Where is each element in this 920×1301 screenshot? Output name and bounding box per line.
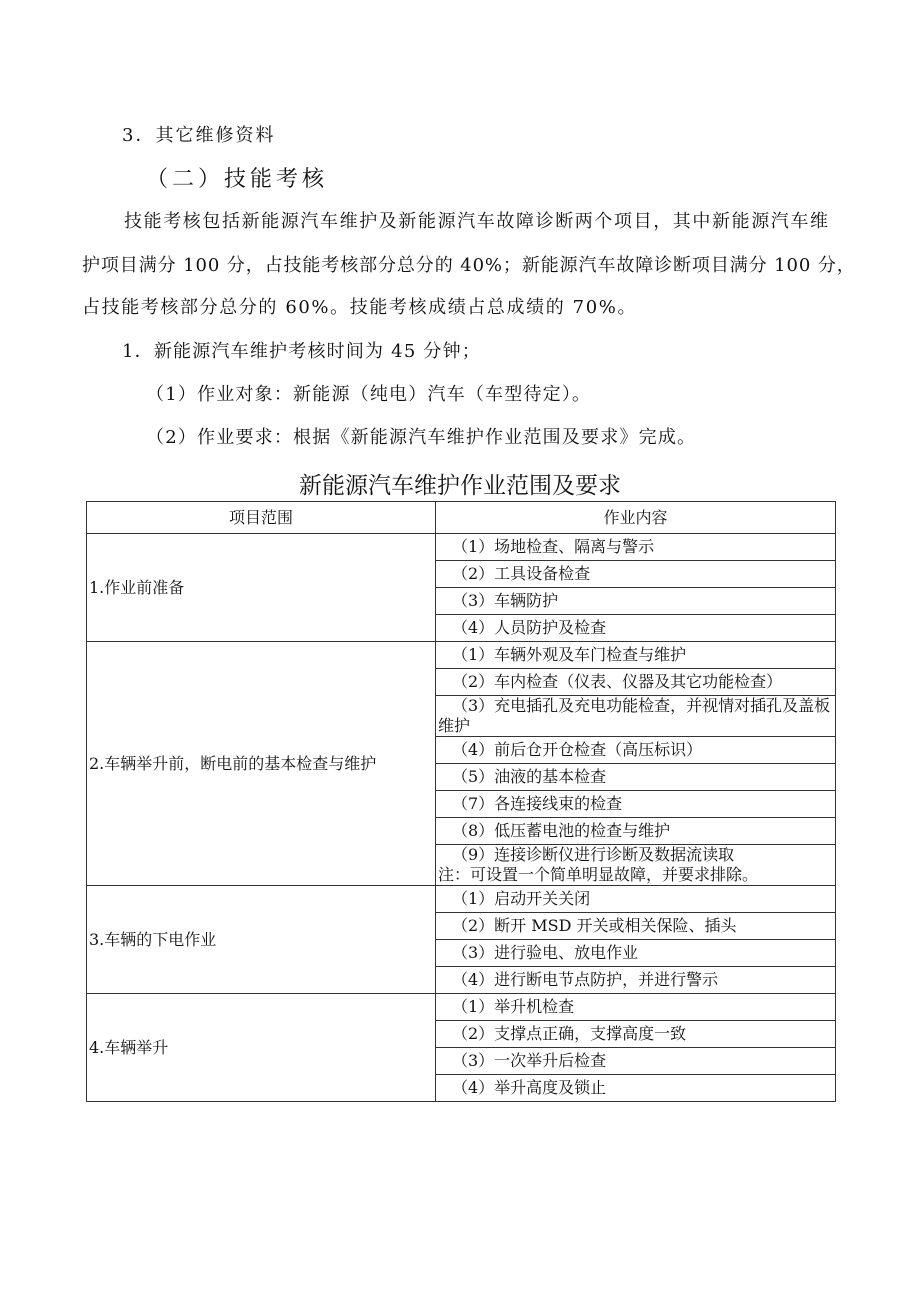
work-item: （1）车辆外观及车门检查与维护 [436, 642, 836, 669]
work-item: （2）车内检查（仪表、仪器及其它功能检查） [436, 669, 836, 696]
work-item: （5）油液的基本检查 [436, 764, 836, 791]
work-item-with-note [436, 845, 836, 886]
category-cell: 2.车辆举升前，断电前的基本检查与维护 [87, 642, 436, 886]
paragraph-line-2: 护项目满分 100 分，占技能考核部分总分的 40%；新能源汽车故障诊断项目满分 100 分， [82, 255, 856, 276]
table-header-row [87, 502, 836, 534]
work-item: （1）场地检查、隔离与警示 [436, 534, 836, 561]
table-row [87, 994, 836, 1021]
table-row [87, 534, 836, 561]
work-item: （4）前后仓开仓检查（高压标识） [436, 737, 836, 764]
table-title: 新能源汽车维护作业范围及要求 [299, 473, 621, 499]
work-item: （1）举升机检查 [436, 994, 836, 1021]
work-item: （3）一次举升后检查 [436, 1048, 836, 1075]
work-item: （4）人员防护及检查 [436, 615, 836, 642]
table-row [87, 642, 836, 669]
paragraph-line-3: 占技能考核部分总分的 60%。技能考核成绩占总成绩的 70%。 [82, 297, 638, 318]
maintenance-scope-table [86, 501, 836, 1102]
paragraph-line-1: 技能考核包括新能源汽车维护及新能源汽车故障诊断两个项目，其中新能源汽车维 [124, 211, 830, 232]
work-item: （8）低压蓄电池的检查与维护 [436, 818, 836, 845]
work-item: （2）断开 MSD 开关或相关保险、插头 [436, 913, 836, 940]
work-item-text: （9）连接诊断仪进行诊断及数据流读取 [452, 845, 735, 864]
work-item: （2）工具设备检查 [436, 561, 836, 588]
table-row [87, 886, 836, 913]
category-cell: 3.车辆的下电作业 [87, 886, 436, 994]
category-cell: 4.车辆举升 [87, 994, 436, 1102]
header-work-content: 作业内容 [436, 502, 836, 534]
work-item: （4）举升高度及锁止 [436, 1075, 836, 1102]
work-item: （3）车辆防护 [436, 588, 836, 615]
sub-item-work-requirement: （2）作业要求：根据《新能源汽车维护作业范围及要求》完成。 [146, 427, 697, 448]
work-item: （7）各连接线束的检查 [436, 791, 836, 818]
section-heading-skill-assessment: （二）技能考核 [146, 167, 329, 192]
header-project-scope: 项目范围 [87, 502, 436, 534]
work-item: （2）支撑点正确，支撑高度一致 [436, 1021, 836, 1048]
section-maintenance-time: 1．新能源汽车维护考核时间为 45 分钟； [122, 341, 481, 362]
work-item: （3）充电插孔及充电功能检查，并视情对插孔及盖板维护 [436, 696, 836, 737]
category-cell: 1.作业前准备 [87, 534, 436, 642]
work-item-note: 注：可设置一个简单明显故障，并要求排除。 [438, 865, 759, 884]
list-item-other-materials: 3．其它维修资料 [122, 125, 276, 146]
sub-item-work-object: （1）作业对象：新能源（纯电）汽车（车型待定）。 [146, 384, 592, 405]
work-item: （1）启动开关关闭 [436, 886, 836, 913]
work-item: （3）进行验电、放电作业 [436, 940, 836, 967]
work-item: （4）进行断电节点防护，并进行警示 [436, 967, 836, 994]
